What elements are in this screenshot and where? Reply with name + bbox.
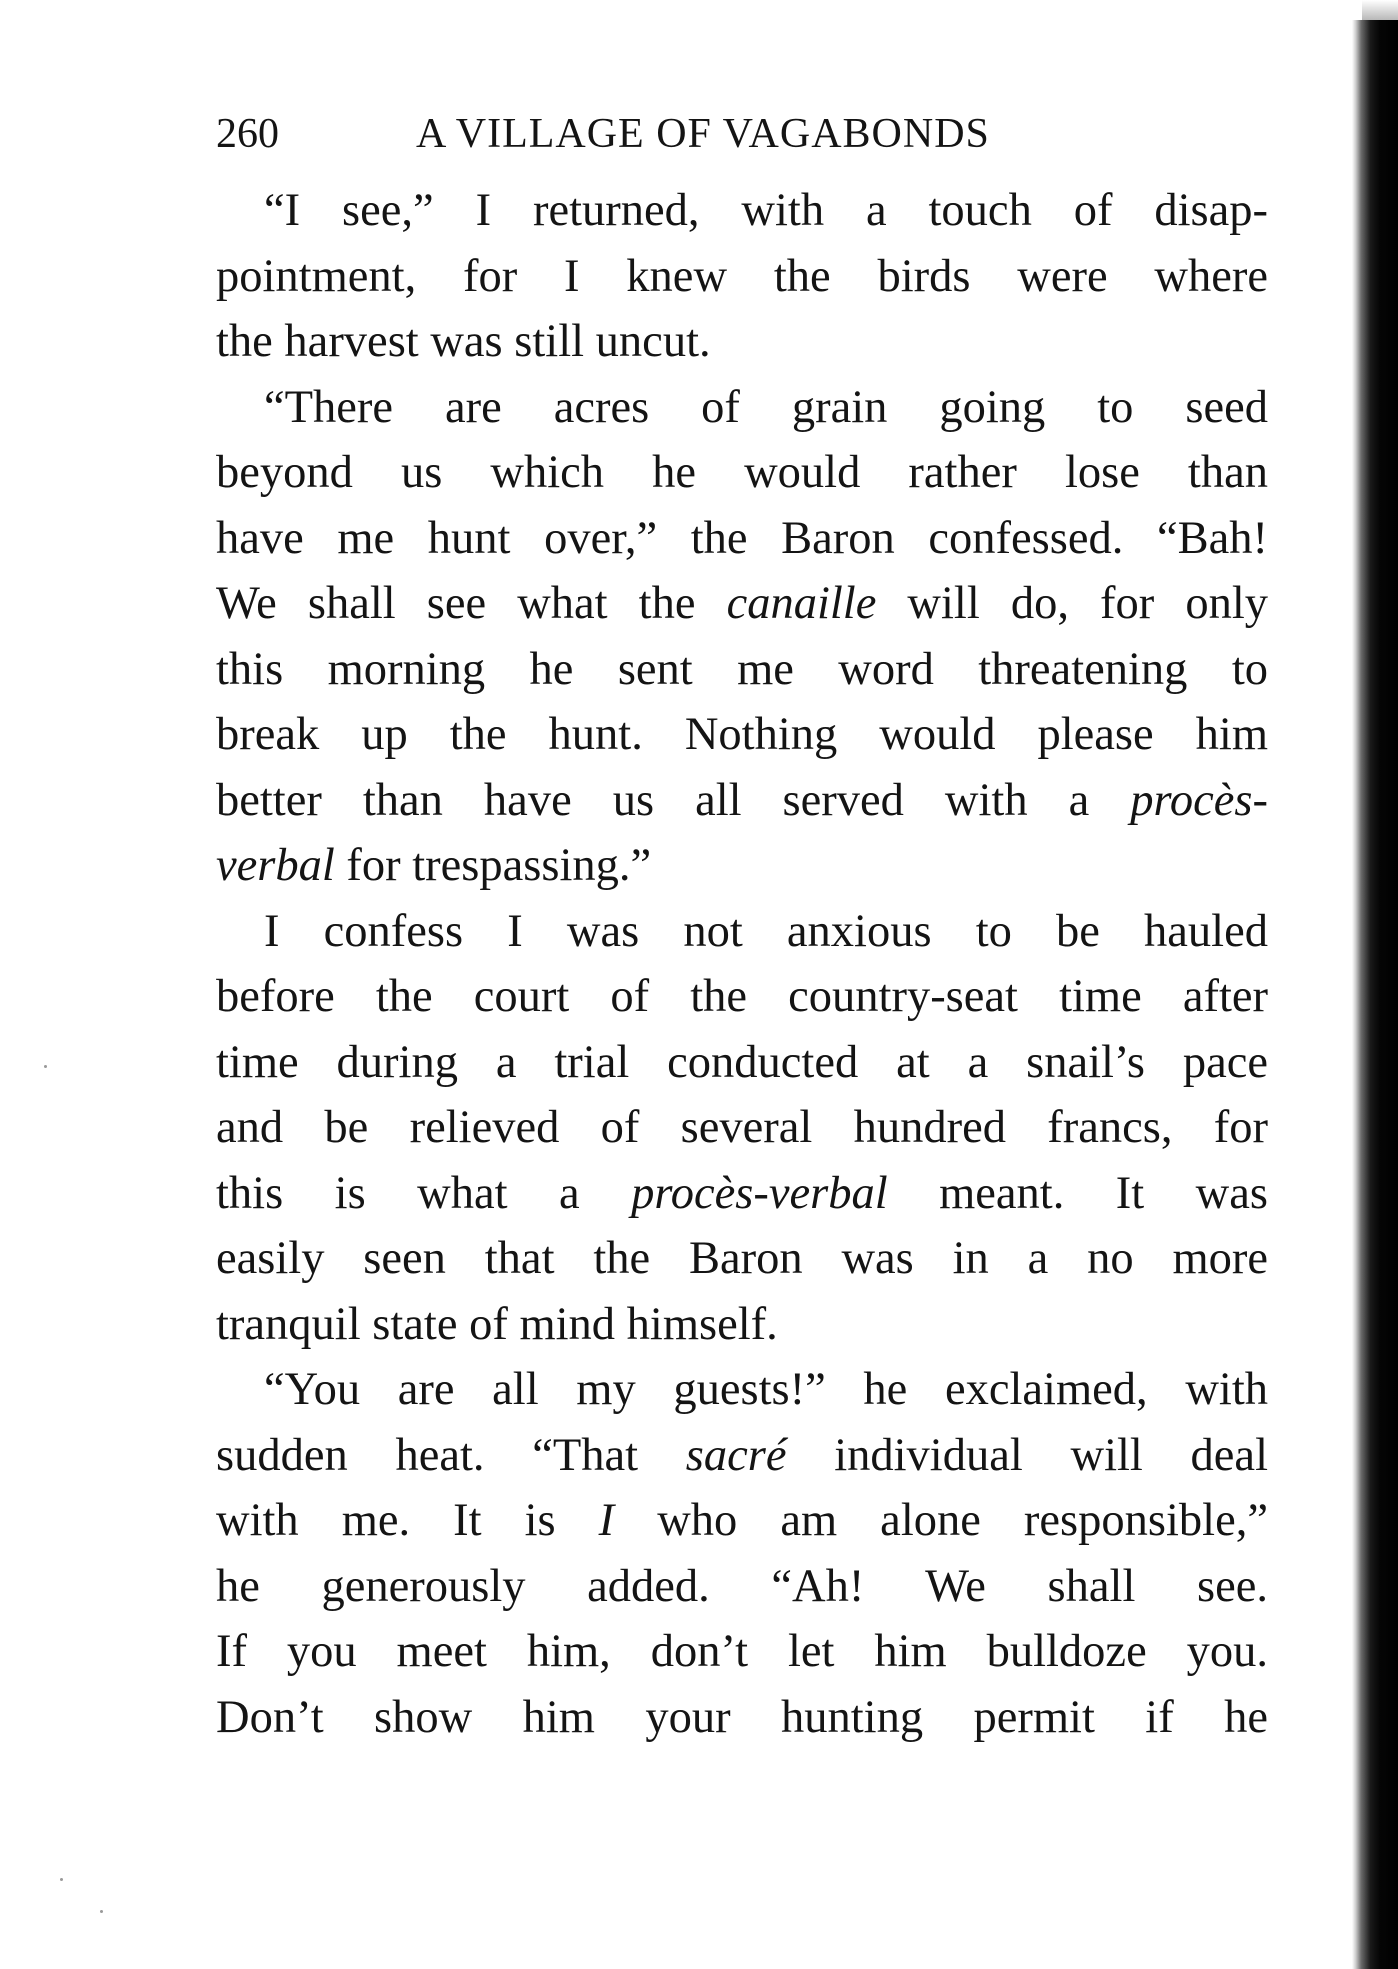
italic-emphasis: procès-verbal <box>631 1167 888 1219</box>
paper-speck <box>44 1065 47 1068</box>
italic-emphasis: verbal <box>216 840 335 891</box>
italic-emphasis: canaille <box>726 578 877 629</box>
text-line: this is what a procès-verbal meant. It was <box>216 1167 1268 1219</box>
text-line: verbal for trespassing.” <box>216 840 652 891</box>
body-text <box>216 178 1268 1750</box>
text-line: “There are acres of grain going to seed <box>264 381 1268 433</box>
text-line: beyond us which he would rather lose than <box>216 447 1268 498</box>
text-line: “You are all my guests!” he exclaimed, with <box>264 1364 1268 1415</box>
page-number: 260 <box>216 111 279 157</box>
text-line: he generously added. “Ah! We shall see. <box>216 1560 1268 1612</box>
italic-emphasis: procès- <box>1130 774 1268 826</box>
text-line: time during a trial conducted at a snail’s pace <box>216 1036 1268 1088</box>
text-line: this morning he sent me word threatening to <box>216 643 1268 695</box>
text-line: easily seen that the Baron was in a no more <box>216 1233 1268 1284</box>
paper-speck <box>60 1878 63 1881</box>
text-line: better than have us all served with a procès- <box>216 774 1268 826</box>
italic-emphasis: I <box>555 1495 658 1546</box>
text-line: pointment, for I knew the birds were where <box>216 250 1268 302</box>
binding-shadow <box>1352 20 1398 1969</box>
text-line: Don’t show him your hunting permit if he <box>216 1691 1268 1743</box>
page-header <box>216 106 1076 162</box>
text-line: If you meet him, don’t let him bulldoze you. <box>216 1626 1268 1677</box>
running-title: A VILLAGE OF VAGABONDS <box>416 111 990 157</box>
text-line: I confess I was not anxious to be hauled <box>264 905 1268 957</box>
text-line: sudden heat. “That sacré individual will deal <box>216 1429 1268 1481</box>
text-line: We shall see what the canaille will do, for only <box>216 578 1268 629</box>
text-line: before the court of the country-seat time after <box>216 971 1268 1022</box>
text-line: have me hunt over,” the Baron confessed. “Bah! <box>216 512 1268 564</box>
text-line: and be relieved of several hundred francs, for <box>216 1102 1268 1153</box>
text-line: break up the hunt. Nothing would please him <box>216 709 1268 760</box>
italic-emphasis: sacré <box>685 1429 787 1481</box>
paper-speck <box>100 1910 103 1913</box>
text-line: “I see,” I returned, with a touch of disap- <box>264 185 1268 236</box>
text-line: tranquil state of mind himself. <box>216 1298 778 1350</box>
text-line: with me. It is I who am alone responsible,” <box>216 1495 1268 1546</box>
text-line: the harvest was still uncut. <box>216 316 711 367</box>
